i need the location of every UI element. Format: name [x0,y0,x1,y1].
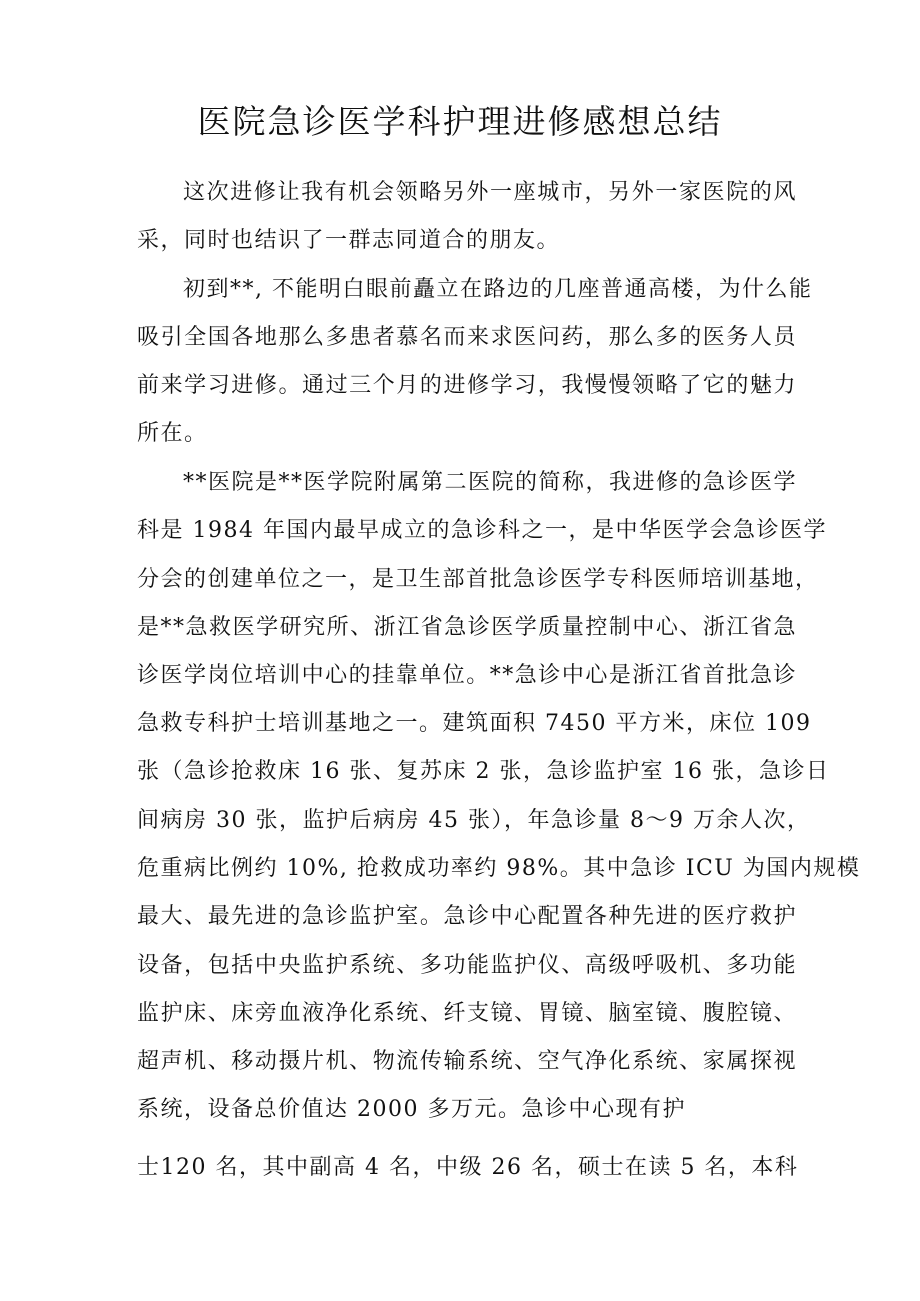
body-line: 分会的创建单位之一，是卫生部首批急诊医学专科医师培训基地， [137,567,819,592]
body-line: 采，同时也结识了一群志同道合的朋友。 [137,228,561,253]
body-line: 诊医学岗位培训中心的挂靠单位。**急诊中心是浙江省首批急诊 [137,663,797,688]
body-line: 危重病比例约 10%, 抢救成功率约 98%。其中急诊 ICU 为国内规模 [137,856,861,881]
body-line: 这次进修让我有机会领略另外一座城市，另外一家医院的风 [183,180,797,205]
body-line: 超声机、移动摄片机、物流传输系统、空气净化系统、家属探视 [137,1049,797,1074]
body-line: 士120 名，其中副高 4 名，中级 26 名，硕士在读 5 名，本科 [137,1155,799,1180]
body-line: 急救专科护士培训基地之一。建筑面积 7450 平方米，床位 109 [137,711,812,736]
body-line: 是**急救医学研究所、浙江省急诊医学质量控制中心、浙江省急 [137,615,797,640]
body-line: 初到**, 不能明白眼前矗立在路边的几座普通高楼，为什么能 [183,277,813,302]
body-line: 科是 1984 年国内最早成立的急诊科之一，是中华医学会急诊医学 [137,518,827,543]
body-line: 监护床、床旁血液净化系统、纤支镜、胃镜、脑室镜、腹腔镜、 [137,1001,797,1026]
body-line: 设备，包括中央监护系统、多功能监护仪、高级呼吸机、多功能 [137,953,797,978]
body-line: 间病房 30 张，监护后病房 45 张），年急诊量 8～9 万余人次， [137,808,811,833]
body-line: 最大、最先进的急诊监护室。急诊中心配置各种先进的医疗救护 [137,904,797,929]
page-title: 医院急诊医学科护理进修感想总结 [197,102,723,141]
body-line: 张（急诊抢救床 16 张、复苏床 2 张，急诊监护室 16 张，急诊日 [137,759,830,784]
body-line: **医院是**医学院附属第二医院的简称，我进修的急诊医学 [183,470,798,495]
body-line: 前来学习进修。通过三个月的进修学习，我慢慢领略了它的魅力 [137,373,797,398]
body-line: 系统，设备总价值达 2000 多万元。急诊中心现有护 [137,1097,686,1122]
body-line: 吸引全国各地那么多患者慕名而来求医问药，那么多的医务人员 [137,325,797,350]
body-line: 所在。 [137,421,208,446]
